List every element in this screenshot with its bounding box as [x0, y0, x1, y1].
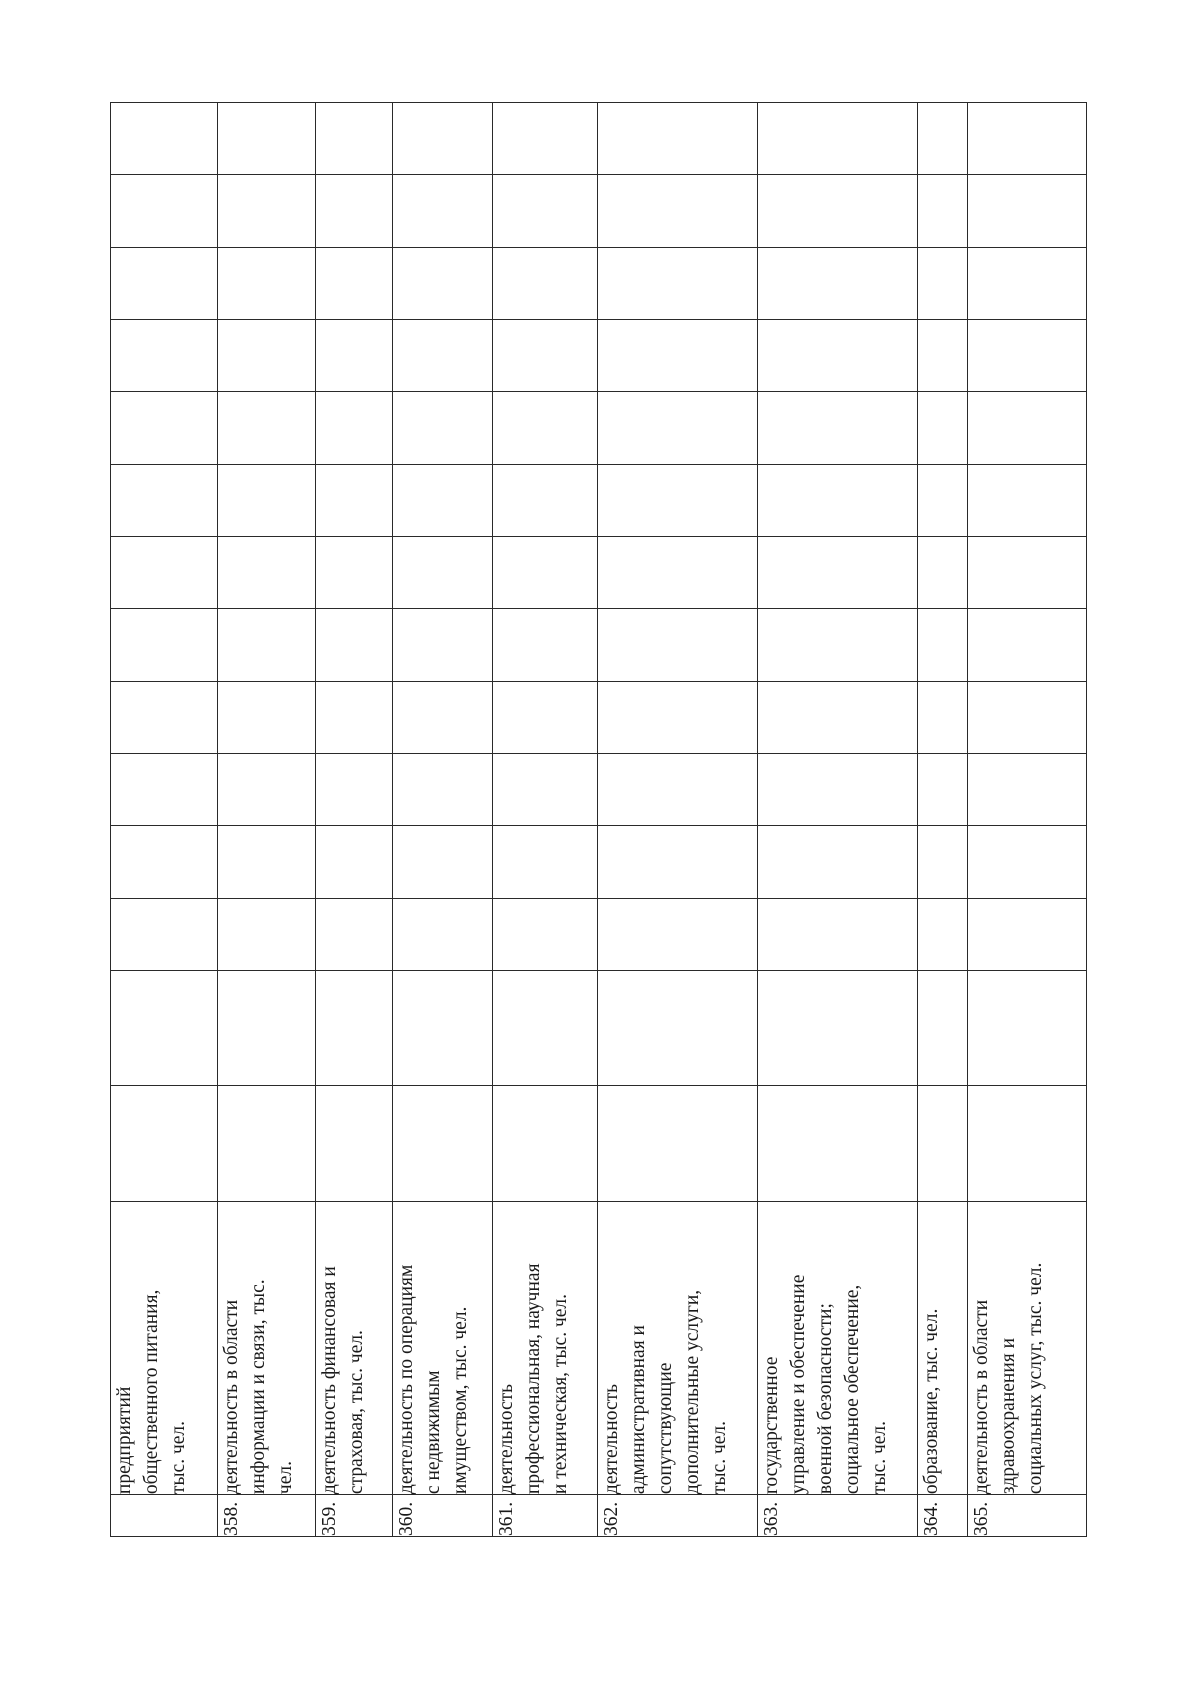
value-cell — [598, 754, 758, 826]
value-cell — [111, 103, 218, 175]
value-cell — [111, 681, 218, 753]
value-cell — [968, 1086, 1087, 1201]
indicator-name: предприятий общественного питания, тыс. чел. — [114, 1289, 189, 1495]
value-cell — [393, 175, 493, 247]
value-cell — [968, 392, 1087, 464]
indicator-name: деятельность административная и сопутствующие дополнительные услуги, тыс. чел. — [601, 1289, 730, 1495]
value-cell — [111, 970, 218, 1085]
value-cell — [493, 103, 598, 175]
value-cell — [598, 392, 758, 464]
value-cell — [493, 392, 598, 464]
row-number-cell: 363. — [758, 1495, 918, 1537]
table-row — [493, 103, 598, 1537]
indicator-name-cell — [758, 1201, 918, 1495]
table-body — [111, 103, 1087, 1537]
value-cell — [316, 898, 393, 970]
table-row — [918, 103, 968, 1537]
value-cell — [968, 826, 1087, 898]
value-cell — [918, 103, 968, 175]
value-cell — [493, 826, 598, 898]
value-cell — [493, 609, 598, 681]
value-cell — [968, 247, 1087, 319]
value-cell — [316, 754, 393, 826]
value-cell — [968, 537, 1087, 609]
value-cell — [968, 175, 1087, 247]
row-number-cell: 362. — [598, 1495, 758, 1537]
value-cell — [218, 609, 316, 681]
value-cell — [111, 537, 218, 609]
value-cell — [393, 392, 493, 464]
indicator-name: деятельность в области здравоохранения и социальных услуг, тыс. чел. — [971, 1262, 1046, 1495]
value-cell — [493, 320, 598, 392]
value-cell — [493, 537, 598, 609]
value-cell — [316, 320, 393, 392]
row-number-cell: 365. — [968, 1495, 1087, 1537]
value-cell — [393, 247, 493, 319]
value-cell — [393, 609, 493, 681]
value-cell — [758, 103, 918, 175]
indicator-name-cell — [218, 1201, 316, 1495]
value-cell — [393, 754, 493, 826]
value-cell — [316, 826, 393, 898]
value-cell — [316, 392, 393, 464]
value-cell — [393, 826, 493, 898]
value-cell — [111, 754, 218, 826]
value-cell — [218, 970, 316, 1085]
value-cell — [393, 537, 493, 609]
row-number-cell: 360. — [393, 1495, 493, 1537]
value-cell — [968, 898, 1087, 970]
value-cell — [111, 175, 218, 247]
value-cell — [918, 609, 968, 681]
value-cell — [111, 464, 218, 536]
row-number-cell — [111, 1495, 218, 1537]
value-cell — [493, 247, 598, 319]
rotated-table-container — [110, 102, 1086, 1537]
value-cell — [598, 103, 758, 175]
value-cell — [758, 464, 918, 536]
value-cell — [758, 970, 918, 1085]
value-cell — [111, 898, 218, 970]
value-cell — [758, 898, 918, 970]
value-cell — [918, 464, 968, 536]
value-cell — [918, 754, 968, 826]
value-cell — [493, 175, 598, 247]
value-cell — [758, 826, 918, 898]
value-cell — [316, 609, 393, 681]
value-cell — [393, 320, 493, 392]
indicator-name: образование, тыс. чел. — [921, 1308, 942, 1495]
value-cell — [598, 826, 758, 898]
indicator-name: деятельность по операциям с недвижимым имуществом, тыс. чел. — [396, 1264, 471, 1495]
value-cell — [598, 464, 758, 536]
value-cell — [598, 175, 758, 247]
value-cell — [918, 247, 968, 319]
value-cell — [393, 898, 493, 970]
value-cell — [393, 681, 493, 753]
table-row — [968, 103, 1087, 1537]
value-cell — [758, 175, 918, 247]
value-cell — [218, 1086, 316, 1201]
value-cell — [968, 609, 1087, 681]
value-cell — [918, 1086, 968, 1201]
value-cell — [316, 537, 393, 609]
value-cell — [968, 320, 1087, 392]
value-cell — [393, 970, 493, 1085]
indicator-name-cell — [393, 1201, 493, 1495]
value-cell — [218, 754, 316, 826]
value-cell — [758, 754, 918, 826]
value-cell — [218, 681, 316, 753]
value-cell — [598, 537, 758, 609]
indicator-name-cell — [968, 1201, 1087, 1495]
value-cell — [598, 247, 758, 319]
value-cell — [968, 681, 1087, 753]
value-cell — [918, 537, 968, 609]
table-row — [758, 103, 918, 1537]
value-cell — [316, 970, 393, 1085]
value-cell — [758, 247, 918, 319]
indicator-name-cell — [598, 1201, 758, 1495]
indicator-name: деятельность профессиональная, научная и техническая, тыс. чел. — [496, 1263, 571, 1495]
row-number-cell: 359. — [316, 1495, 393, 1537]
value-cell — [758, 1086, 918, 1201]
table-row — [218, 103, 316, 1537]
value-cell — [316, 1086, 393, 1201]
value-cell — [493, 464, 598, 536]
value-cell — [918, 175, 968, 247]
value-cell — [111, 609, 218, 681]
value-cell — [393, 103, 493, 175]
value-cell — [218, 320, 316, 392]
value-cell — [393, 464, 493, 536]
value-cell — [918, 898, 968, 970]
value-cell — [111, 392, 218, 464]
value-cell — [316, 175, 393, 247]
value-cell — [598, 320, 758, 392]
value-cell — [918, 970, 968, 1085]
value-cell — [968, 754, 1087, 826]
row-number-cell: 364. — [918, 1495, 968, 1537]
value-cell — [111, 247, 218, 319]
value-cell — [758, 392, 918, 464]
value-cell — [918, 320, 968, 392]
value-cell — [758, 681, 918, 753]
value-cell — [111, 1086, 218, 1201]
value-cell — [218, 898, 316, 970]
value-cell — [918, 826, 968, 898]
value-cell — [493, 681, 598, 753]
value-cell — [598, 681, 758, 753]
value-cell — [316, 681, 393, 753]
value-cell — [598, 609, 758, 681]
value-cell — [218, 247, 316, 319]
value-cell — [598, 1086, 758, 1201]
value-cell — [111, 826, 218, 898]
row-number-cell: 358. — [218, 1495, 316, 1537]
value-cell — [968, 103, 1087, 175]
value-cell — [758, 609, 918, 681]
indicator-name-cell — [111, 1201, 218, 1495]
value-cell — [968, 970, 1087, 1085]
indicator-name: государственное управление и обеспечение военной безопасности; социальное обеспечение, тыс. чел. — [761, 1274, 890, 1495]
value-cell — [493, 1086, 598, 1201]
value-cell — [918, 681, 968, 753]
table-row — [393, 103, 493, 1537]
value-cell — [218, 826, 316, 898]
value-cell — [598, 898, 758, 970]
value-cell — [758, 320, 918, 392]
value-cell — [758, 537, 918, 609]
value-cell — [493, 898, 598, 970]
value-cell — [218, 537, 316, 609]
table-row — [598, 103, 758, 1537]
value-cell — [218, 392, 316, 464]
indicator-name-cell — [918, 1201, 968, 1495]
indicator-name-cell — [316, 1201, 393, 1495]
value-cell — [218, 103, 316, 175]
value-cell — [393, 1086, 493, 1201]
table-row — [111, 103, 218, 1537]
value-cell — [968, 464, 1087, 536]
row-number-cell: 361. — [493, 1495, 598, 1537]
value-cell — [493, 754, 598, 826]
indicator-name-cell — [493, 1201, 598, 1495]
value-cell — [493, 970, 598, 1085]
value-cell — [111, 320, 218, 392]
value-cell — [316, 247, 393, 319]
value-cell — [218, 175, 316, 247]
indicator-name: деятельность финансовая и страховая, тыс. чел. — [319, 1266, 367, 1495]
value-cell — [918, 392, 968, 464]
indicators-table — [110, 102, 1087, 1537]
value-cell — [218, 464, 316, 536]
value-cell — [316, 464, 393, 536]
table-row — [316, 103, 393, 1537]
indicator-name: деятельность в области информации и связи, тыс. чел. — [221, 1279, 296, 1495]
value-cell — [316, 103, 393, 175]
value-cell — [598, 970, 758, 1085]
